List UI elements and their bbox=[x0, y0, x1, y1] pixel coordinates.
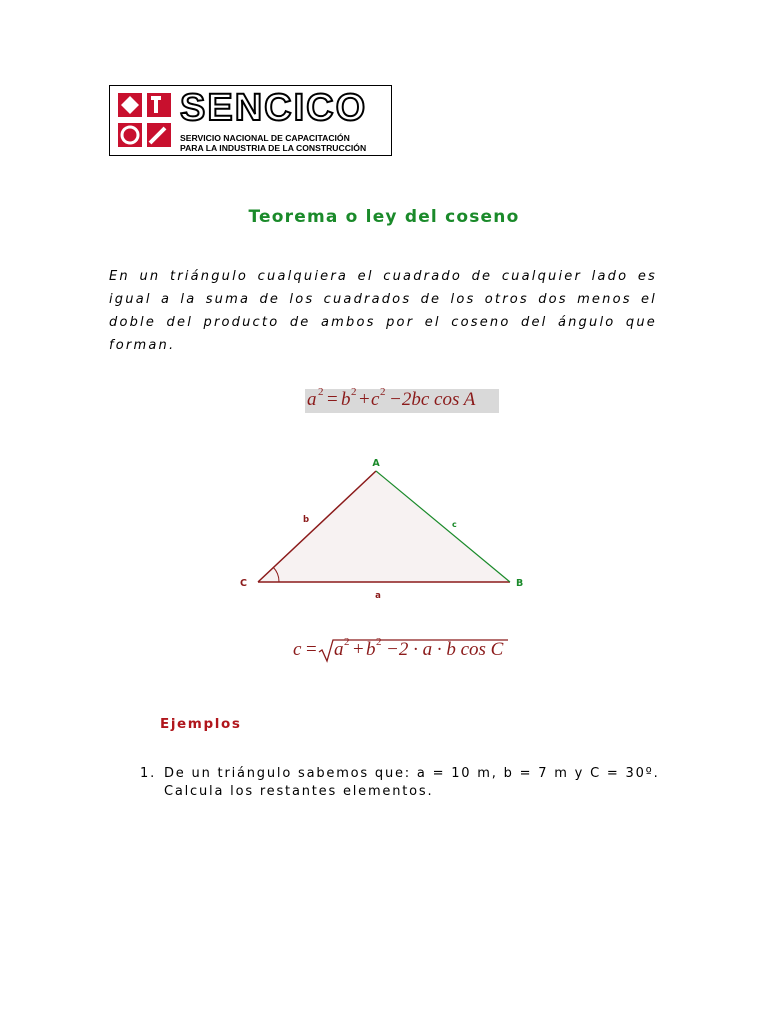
theorem-statement: En un triángulo cualquiera el cuadrado de cualquier lado es igual a la suma de los cuadrados de los otros dos menos el doble del producto de ambos por el coseno del ángulo que forman. bbox=[109, 269, 657, 353]
side-a-label: a bbox=[375, 591, 381, 601]
f1-sup-2: 2 bbox=[351, 386, 357, 398]
examples-list bbox=[140, 765, 660, 803]
vertex-a-label: A bbox=[372, 458, 380, 469]
f1-plus: + bbox=[359, 389, 370, 410]
example-number: 1. bbox=[140, 766, 157, 781]
f2-sup-1: 2 bbox=[344, 636, 350, 648]
side-c-label: c bbox=[452, 520, 457, 529]
page-title: Teorema o ley del coseno bbox=[248, 207, 520, 227]
f2-rest: −2 · a · b cos C bbox=[386, 639, 504, 660]
triangle-diagram bbox=[230, 450, 540, 610]
f1-lhs: a bbox=[307, 389, 317, 410]
f1-tail: −2bc cos A bbox=[389, 389, 476, 410]
f2-lhs: c bbox=[293, 639, 302, 660]
examples-heading: Ejemplos bbox=[160, 716, 242, 732]
f1-sup-3: 2 bbox=[380, 386, 386, 398]
triangle-fill bbox=[258, 471, 510, 582]
formula-side-c bbox=[290, 638, 520, 666]
f2-b: b bbox=[366, 639, 376, 660]
example-line-2: Calcula los restantes elementos. bbox=[164, 784, 434, 799]
f1-b: b bbox=[341, 389, 351, 410]
f2-sup-2: 2 bbox=[376, 636, 382, 648]
vertex-b-label: B bbox=[516, 578, 524, 589]
vertex-c-label: C bbox=[240, 578, 247, 589]
f1-eq: = bbox=[327, 389, 338, 410]
f2-a: a bbox=[334, 639, 344, 660]
sencico-logo bbox=[109, 85, 392, 156]
logo-glyphs-icon bbox=[118, 93, 171, 147]
f1-c: c bbox=[371, 389, 380, 410]
f1-sup-1: 2 bbox=[318, 386, 324, 398]
list-item bbox=[140, 765, 660, 803]
f2-eq: = bbox=[306, 639, 317, 660]
formula-law-of-cosines bbox=[305, 386, 499, 413]
logo-line-1: SERVICIO NACIONAL DE CAPACITACIÓN bbox=[180, 133, 350, 143]
side-b-label: b bbox=[303, 515, 310, 525]
example-line-1: De un triángulo sabemos que: a = 10 m, b = 7 m y C = 30º. bbox=[164, 766, 660, 781]
logo-brand: SENCICO bbox=[180, 87, 368, 129]
logo-line-2: PARA LA INDUSTRIA DE LA CONSTRUCCIÓN bbox=[180, 143, 367, 153]
f2-plus: + bbox=[353, 639, 364, 660]
